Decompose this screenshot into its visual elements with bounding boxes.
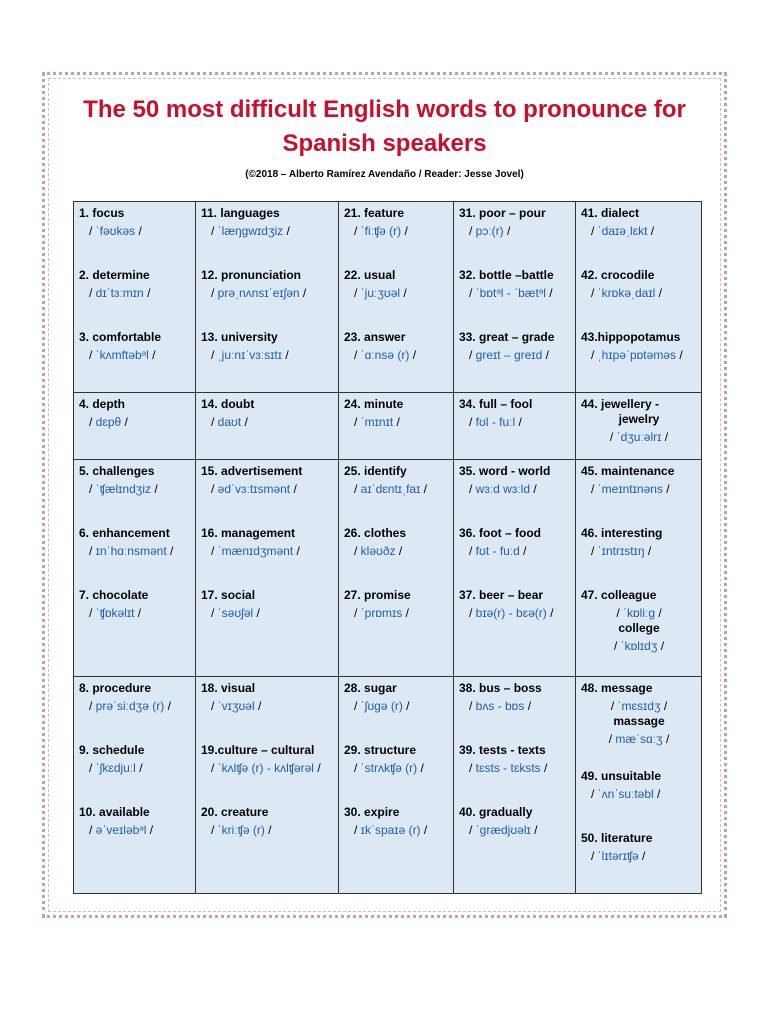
word-entry (344, 330, 449, 392)
phonetic-transcription: / ˈkrɒkəˌdaɪl / (591, 286, 662, 300)
word-cell (454, 677, 576, 894)
word-entry (581, 769, 697, 831)
word-entry (459, 268, 571, 330)
word-entry (79, 464, 191, 526)
word-entry (459, 397, 571, 459)
phonetic-text: bɪə(r) - bɛə(r) (475, 606, 547, 620)
phonetic-text: bʌs - bɒs (475, 699, 525, 713)
word-label: 28. sugar (344, 681, 397, 695)
word-entry (344, 526, 449, 588)
word-entry (79, 206, 191, 268)
word-label: 49. unsuitable (581, 769, 662, 783)
word-label: 38. bus – boss (459, 681, 542, 695)
phonetic-text: ˈkʌmftəbᵊl (95, 348, 149, 362)
word-entry (201, 526, 334, 588)
word-cell (339, 460, 454, 677)
phonetic-text: dɛpθ (95, 415, 122, 429)
word-label: 30. expire (344, 805, 400, 819)
word-cell (196, 393, 339, 460)
phonetic-transcription: / dɛpθ / (89, 415, 128, 429)
phonetic-transcription: / ˈkʌlʧə (r) - kʌlʧərəl / (211, 761, 321, 775)
word-label: 13. university (201, 330, 278, 344)
phonetic-transcription: / ˈvɪʒʊəl / (211, 699, 262, 713)
word-entry (459, 743, 571, 805)
phonetic-text: wɜːd wɜːld (475, 482, 531, 496)
word-label: 43.hippopotamus (581, 330, 681, 344)
phonetic-transcription: / bɪə(r) - bɛə(r) / (469, 606, 554, 620)
phonetic-text: ˈʌnˈsuːtəbl (597, 787, 654, 801)
word-entry (79, 526, 191, 588)
word-cell (196, 460, 339, 677)
phonetic-text: ˈlæŋgwɪdʒiz (217, 224, 284, 238)
table-row (74, 677, 702, 894)
word-label: 46. interesting (581, 526, 663, 540)
word-entry (344, 268, 449, 330)
phonetic-text: ədˈvɜːtɪsmənt (217, 482, 291, 496)
word-label: 10. available (79, 805, 150, 819)
word-label: 18. visual (201, 681, 256, 695)
word-cell (74, 393, 196, 460)
phonetic-text: ˈkʌlʧə (r) - kʌlʧərəl (217, 761, 314, 775)
word-entry (581, 464, 697, 526)
phonetic-transcription: / ˈmɛsɪdʒ / (610, 699, 668, 713)
phonetic-transcription: / ˈlæŋgwɪdʒiz / (211, 224, 290, 238)
phonetic-transcription: / ˈkriːʧə (r) / (211, 823, 272, 837)
word-label: 25. identify (344, 464, 407, 478)
word-entry (459, 464, 571, 526)
phonetic-text: ˈʧælɪndʒiz (95, 482, 151, 496)
word-cell (74, 677, 196, 894)
phonetic-transcription: / fʊt - fuːd / (469, 544, 527, 558)
phonetic-transcription: / ˈɑːnsə (r) / (354, 348, 417, 362)
word-label: 27. promise (344, 588, 411, 602)
word-label: 47. colleague (581, 588, 657, 602)
phonetic-transcription: / wɜːd wɜːld / (469, 482, 537, 496)
phonetic-text: ˈmænɪdʒmənt (217, 544, 294, 558)
phonetic-text: ˈmɪnɪt (360, 415, 394, 429)
word-entry (79, 268, 191, 330)
phonetic-text: prəˌnʌnsɪˈeɪʃən (217, 286, 300, 300)
word-label: 31. poor – pour (459, 206, 546, 220)
phonetic-text: ˈdʒuːəlrɪ (616, 430, 662, 444)
phonetic-text: daʊt (217, 415, 242, 429)
word-label: 22. usual (344, 268, 396, 282)
phonetic-transcription: / ˈʃʊgə (r) / (354, 699, 410, 713)
word-entry (581, 397, 697, 459)
phonetic-transcription: / ˈstrʌkʧə (r) / (354, 761, 424, 775)
word-entry (581, 268, 697, 330)
phonetic-transcription: / ˈʧælɪndʒiz / (89, 482, 158, 496)
phonetic-transcription: / aɪˈdɛntɪˌfaɪ / (354, 482, 428, 496)
word-label-alt: jewelry (618, 412, 660, 426)
word-table-body (74, 202, 702, 894)
word-entry (79, 397, 191, 459)
word-entry (201, 681, 334, 743)
word-label: 9. schedule (79, 743, 145, 757)
phonetic-transcription: / ˈmɪnɪt / (354, 415, 400, 429)
phonetic-text: greɪt – greɪd (475, 348, 543, 362)
phonetic-transcription: / ˈlɪtərɪʧə / (591, 849, 646, 863)
word-label: 12. pronunciation (201, 268, 302, 282)
phonetic-text: ˈkrɒkəˌdaɪl (597, 286, 656, 300)
phonetic-text: ˈsəʊʃəl (217, 606, 254, 620)
word-entry (201, 397, 334, 459)
word-label: 14. doubt (201, 397, 255, 411)
phonetic-transcription: / ˈsəʊʃəl / (211, 606, 260, 620)
phonetic-text: mæˈsɑːʒ (615, 732, 663, 746)
word-cell (196, 202, 339, 393)
phonetic-transcription: / fʊl - fuːl / (469, 415, 522, 429)
word-label: 1. focus (79, 206, 125, 220)
word-entry (79, 805, 191, 867)
word-label: 19.culture – cultural (201, 743, 315, 757)
phonetic-text: fʊl - fuːl (475, 415, 516, 429)
word-label: 26. clothes (344, 526, 407, 540)
phonetic-transcription: / daʊt / (211, 415, 248, 429)
word-label: 50. literature (581, 831, 653, 845)
phonetic-transcription: / ˈʌnˈsuːtəbl / (591, 787, 661, 801)
phonetic-text: dɪˈtɜːmɪn (95, 286, 144, 300)
phonetic-transcription: / ˈgrædjʊəlɪ / (469, 823, 538, 837)
phonetic-transcription: / ədˈvɜːtɪsmənt / (211, 482, 297, 496)
word-entry (344, 805, 449, 867)
word-entry (201, 330, 334, 392)
phonetic-transcription: / əˈveɪləbᵊl / (89, 823, 154, 837)
word-cell (339, 202, 454, 393)
phonetic-transcription: / ˈmænɪdʒmənt / (211, 544, 300, 558)
word-label: 7. chocolate (79, 588, 149, 602)
word-entry (79, 330, 191, 392)
word-entry (581, 831, 697, 893)
phonetic-text: əˈveɪləbᵊl (95, 823, 147, 837)
phonetic-text: ˈbɒtᵊl - ˈbætᵊl (475, 286, 546, 300)
word-entry (459, 588, 571, 650)
phonetic-transcription: / ˌhɪpəˈpɒtəməs / (591, 348, 683, 362)
phonetic-text: ˈɪntrɪstɪŋ (597, 544, 645, 558)
word-cell (454, 460, 576, 677)
word-entry (344, 743, 449, 805)
word-cell (576, 677, 702, 894)
phonetic-text: ˈkɒlɪdʒ (620, 639, 658, 653)
word-entry (581, 206, 697, 268)
table-row (74, 393, 702, 460)
phonetic-text: ˈʃʊgə (r) (360, 699, 403, 713)
phonetic-transcription: / ˈfiːʧə (r) / (354, 224, 408, 238)
word-label: 20. creature (201, 805, 269, 819)
word-label: 2. determine (79, 268, 150, 282)
phonetic-transcription: / ˈdʒuːəlrɪ / (609, 430, 669, 444)
phonetic-transcription: / greɪt – greɪd / (469, 348, 549, 362)
phonetic-text: ˈkriːʧə (r) (217, 823, 265, 837)
page-title: The 50 most difficult English words to pronounce for Spanish speakers (83, 96, 686, 157)
word-label: 24. minute (344, 397, 404, 411)
phonetic-transcription: / ˈɪntrɪstɪŋ / (591, 544, 652, 558)
phonetic-text: ˈkɒliːg (622, 606, 655, 620)
phonetic-transcription: / ˈbɒtᵊl - ˈbætᵊl / (469, 286, 553, 300)
phonetic-transcription: / ˌjuːnɪˈvɜːsɪtɪ / (211, 348, 289, 362)
phonetic-transcription: / ˈkɒliːg / (616, 606, 662, 620)
word-cell (74, 202, 196, 393)
word-label: 45. maintenance (581, 464, 675, 478)
word-label: 4. depth (79, 397, 126, 411)
word-label: 11. languages (201, 206, 280, 220)
word-label: 23. answer (344, 330, 406, 344)
word-label: 16. management (201, 526, 296, 540)
word-label: 21. feature (344, 206, 405, 220)
phonetic-transcription: / mæˈsɑːʒ / (608, 732, 670, 746)
word-label: 36. foot – food (459, 526, 541, 540)
word-entry (344, 397, 449, 459)
word-cell (576, 460, 702, 677)
word-entry (201, 588, 334, 650)
word-label: 15. advertisement (201, 464, 303, 478)
word-entry (459, 526, 571, 588)
phonetic-text: tɛsts - tɛksts (475, 761, 541, 775)
word-entry (344, 588, 449, 650)
word-entry (201, 464, 334, 526)
word-label: 42. crocodile (581, 268, 655, 282)
word-label: 41. dialect (581, 206, 640, 220)
author-credit: (©2018 – Alberto Ramírez Avendaño / Reader: Jesse Jovel) (245, 169, 524, 180)
phonetic-text: ˌjuːnɪˈvɜːsɪtɪ (217, 348, 282, 362)
phonetic-transcription: / ˈkʌmftəbᵊl / (89, 348, 156, 362)
phonetic-transcription: / ɪkˈspaɪə (r) / (354, 823, 428, 837)
word-entry (581, 681, 697, 769)
word-cell (576, 393, 702, 460)
phonetic-transcription: / kləʊðz / (354, 544, 403, 558)
word-entry (459, 681, 571, 743)
phonetic-transcription: / ˈʧɒkəlɪt / (89, 606, 142, 620)
phonetic-text: fʊt - fuːd (475, 544, 520, 558)
word-label: 33. great – grade (459, 330, 555, 344)
phonetic-transcription: / prəˌnʌnsɪˈeɪʃən / (211, 286, 307, 300)
word-label-alt: college (618, 621, 660, 635)
word-label: 3. comfortable (79, 330, 162, 344)
phonetic-text: ˈprɒmɪs (360, 606, 403, 620)
word-label: 29. structure (344, 743, 417, 757)
word-label: 6. enhancement (79, 526, 170, 540)
phonetic-transcription: / dɪˈtɜːmɪn / (89, 286, 151, 300)
phonetic-text: ɪkˈspaɪə (r) (360, 823, 421, 837)
word-entry (201, 743, 334, 805)
word-entry (581, 330, 697, 392)
word-entry (201, 268, 334, 330)
word-label: 5. challenges (79, 464, 155, 478)
phonetic-transcription: / ˈjuːʒʊəl / (354, 286, 407, 300)
word-table (73, 201, 702, 894)
word-cell (196, 677, 339, 894)
phonetic-text: ˈjuːʒʊəl (360, 286, 401, 300)
word-entry (344, 206, 449, 268)
word-label-alt: massage (613, 714, 665, 728)
phonetic-transcription: / bʌs - bɒs / (469, 699, 532, 713)
word-label: 8. procedure (79, 681, 152, 695)
phonetic-text: ˈɑːnsə (r) (360, 348, 410, 362)
phonetic-transcription: / ɪnˈhɑːnsmənt / (89, 544, 174, 558)
phonetic-text: aɪˈdɛntɪˌfaɪ (360, 482, 421, 496)
word-label: 39. tests - texts (459, 743, 546, 757)
word-entry (201, 206, 334, 268)
phonetic-text: ˈmɛsɪdʒ (617, 699, 661, 713)
phonetic-transcription: / prəˈsiːdʒə (r) / (89, 699, 171, 713)
phonetic-transcription: / ˈdaɪəˌlɛkt / (591, 224, 655, 238)
phonetic-text: prəˈsiːdʒə (r) (95, 699, 165, 713)
word-entry (344, 464, 449, 526)
phonetic-transcription: / ˈfəʊkəs / (89, 224, 142, 238)
phonetic-transcription: / ˈʃkɛdjuːl / (89, 761, 143, 775)
phonetic-transcription: / pɔː(r) / (469, 224, 511, 238)
word-entry (459, 330, 571, 392)
word-label: 17. social (201, 588, 256, 602)
word-label: 37. beer – bear (459, 588, 544, 602)
word-entry (344, 681, 449, 743)
word-cell (339, 393, 454, 460)
word-entry (581, 588, 697, 676)
word-label: 48. message (581, 681, 653, 695)
word-cell (339, 677, 454, 894)
word-entry (581, 526, 697, 588)
phonetic-transcription: / ˈkɒlɪdʒ / (613, 639, 665, 653)
word-entry (459, 805, 571, 867)
phonetic-text: ˈgrædjʊəlɪ (475, 823, 531, 837)
word-entry (79, 743, 191, 805)
word-label: 34. full – fool (459, 397, 533, 411)
phonetic-transcription: / tɛsts - tɛksts / (469, 761, 548, 775)
phonetic-text: ˈʃkɛdjuːl (95, 761, 136, 775)
phonetic-text: ˈfiːʧə (r) (360, 224, 402, 238)
phonetic-text: ˈstrʌkʧə (r) (360, 761, 418, 775)
phonetic-transcription: / ˈprɒmɪs / (354, 606, 409, 620)
word-entry (79, 681, 191, 743)
phonetic-text: ˈʧɒkəlɪt (95, 606, 135, 620)
phonetic-text: ˈvɪʒʊəl (217, 699, 255, 713)
word-cell (74, 460, 196, 677)
word-entry (79, 588, 191, 650)
word-cell (454, 202, 576, 393)
phonetic-text: ˈmeɪntɪnəns (597, 482, 663, 496)
phonetic-text: ˌhɪpəˈpɒtəməs (597, 348, 676, 362)
table-row (74, 460, 702, 677)
word-cell (576, 202, 702, 393)
word-entry (459, 206, 571, 268)
phonetic-text: ˈfəʊkəs (95, 224, 136, 238)
word-label: 35. word - world (459, 464, 551, 478)
phonetic-text: ˈdaɪəˌlɛkt (597, 224, 648, 238)
word-entry (201, 805, 334, 867)
phonetic-text: kləʊðz (360, 544, 396, 558)
phonetic-transcription: / ˈmeɪntɪnəns / (591, 482, 670, 496)
phonetic-text: ɪnˈhɑːnsmənt (95, 544, 167, 558)
word-cell (454, 393, 576, 460)
word-label: 44. jewellery - (581, 397, 660, 411)
word-label: 32. bottle –battle (459, 268, 554, 282)
phonetic-text: ˈlɪtərɪʧə (597, 849, 639, 863)
word-label: 40. gradually (459, 805, 533, 819)
table-row (74, 202, 702, 393)
phonetic-text: pɔː(r) (475, 224, 504, 238)
